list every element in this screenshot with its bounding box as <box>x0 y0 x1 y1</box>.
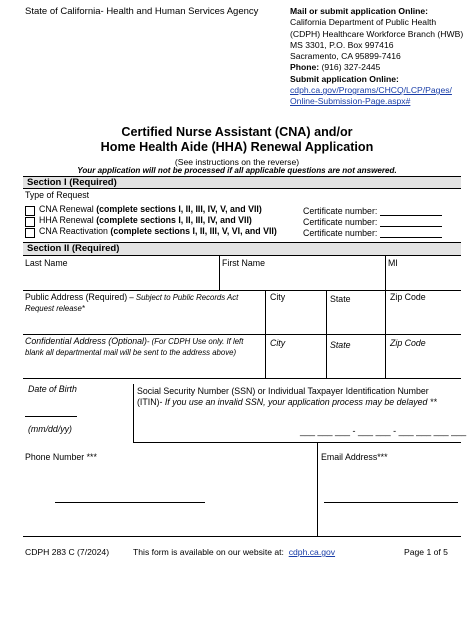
form-title-line1: Certified Nurse Assistant (CNA) and/or <box>121 125 353 139</box>
city-label: City <box>270 292 286 302</box>
ssn-label <box>137 386 459 408</box>
divider <box>23 378 461 379</box>
warning-note: Your application will not be processed if all applicable questions are not answered. <box>77 166 397 175</box>
type-of-request-label: Type of Request <box>25 190 90 200</box>
divider <box>23 334 461 335</box>
section1-heading: Section I (Required) <box>27 177 117 188</box>
mail-line: California Department of Public Health <box>290 17 437 28</box>
confidential-address-note: blank all departmental mail will be sent to the address above) <box>25 348 237 357</box>
divider <box>326 290 327 334</box>
mail-line: (CDPH) Healthcare Workforce Branch (HWB) <box>290 28 464 39</box>
cert-label-text: Certificate number: <box>303 217 378 227</box>
divider <box>385 290 386 334</box>
cna-renewal-checkbox[interactable] <box>25 206 35 216</box>
public-address-label <box>25 292 265 314</box>
option-name: HHA Renewal <box>39 215 97 225</box>
online-link[interactable]: cdph.ca.gov/Programs/CHCQ/LCP/Pages/ <box>290 85 452 96</box>
cna-reactivation-option <box>39 226 277 236</box>
dob-field[interactable] <box>25 406 77 417</box>
email-address-label: Email Address*** <box>321 452 388 462</box>
cna-renewal-option <box>39 204 262 214</box>
ssn-warning: If you use an invalid SSN, your application process may be delayed ** <box>164 397 437 407</box>
phone-value: (916) 327-2445 <box>319 62 381 73</box>
cert-label-text: Certificate number: <box>303 228 378 238</box>
certificate-number-field[interactable] <box>380 226 442 227</box>
confidential-address-text: Confidential Address (Optional) <box>25 336 147 346</box>
ssn-field[interactable]: ___ ___ ___ - ___ ___ - ___ ___ ___ ___ <box>300 426 467 436</box>
first-name-label: First Name <box>222 258 266 268</box>
divider <box>133 384 134 442</box>
divider <box>265 334 266 378</box>
dob-label: Date of Birth <box>28 384 77 394</box>
website-link[interactable]: cdph.ca.gov <box>288 547 336 557</box>
certificate-number-field[interactable] <box>380 237 442 238</box>
agency-name: State of California- Health and Human Services Agency <box>25 6 259 17</box>
form-title-line2: Home Health Aide (HHA) Renewal Application <box>100 140 374 154</box>
mail-line: MS 3301, P.O. Box 997416 <box>290 39 394 50</box>
divider <box>23 188 461 189</box>
divider <box>23 255 461 256</box>
option-detail: (complete sections I, II, III, IV, and VII) <box>96 215 252 225</box>
mi-label: MI <box>388 258 398 268</box>
last-name-label: Last Name <box>25 258 68 268</box>
option-detail: (complete sections I, II, III, V, VI, and VII) <box>110 226 277 236</box>
state-label: State <box>330 294 351 304</box>
website-note-text: This form is available on our website at: <box>133 547 284 557</box>
divider <box>265 290 266 334</box>
divider <box>133 442 461 443</box>
public-address-note: – Subject to Public Records Act <box>127 293 239 302</box>
dob-format: (mm/dd/yy) <box>28 424 72 434</box>
mail-info <box>290 6 470 108</box>
city-label: City <box>270 338 286 348</box>
phone-number-label: Phone Number *** <box>25 452 97 462</box>
hha-renewal-checkbox[interactable] <box>25 217 35 227</box>
state-label: State <box>330 340 351 350</box>
cert-label-text: Certificate number: <box>303 206 378 216</box>
phone-line <box>290 62 470 73</box>
confidential-address-note: - (For CDPH Use only. If left <box>146 337 244 346</box>
confidential-address-label <box>25 336 265 358</box>
zip-label: Zip Code <box>390 338 426 348</box>
phone-label: Phone: <box>290 62 320 73</box>
email-address-field[interactable] <box>324 492 458 503</box>
ssn-text: (ITIN)- <box>137 397 165 407</box>
divider <box>385 255 386 290</box>
zip-label: Zip Code <box>390 292 426 302</box>
certificate-number-label <box>303 217 442 227</box>
cna-reactivation-checkbox[interactable] <box>25 228 35 238</box>
online-heading: Submit application Online: <box>290 73 399 84</box>
divider <box>219 255 220 290</box>
certificate-number-label <box>303 228 442 238</box>
certificate-number-field[interactable] <box>380 215 442 216</box>
online-link[interactable]: Online-Submission-Page.aspx# <box>290 96 411 107</box>
phone-number-field[interactable] <box>55 492 205 503</box>
mail-line: Sacramento, CA 95899-7416 <box>290 51 401 62</box>
public-address-note: Request release* <box>25 304 85 313</box>
public-address-text: Public Address (Required) <box>25 292 128 302</box>
divider <box>385 334 386 378</box>
instructions-note: (See instructions on the reverse) <box>174 157 300 167</box>
form-id: CDPH 283 C (7/2024) <box>25 547 110 557</box>
website-note <box>133 547 335 557</box>
option-detail: (complete sections I, II, III, IV, V, and VII) <box>96 204 262 214</box>
option-name: CNA Reactivation <box>39 226 111 236</box>
section2-heading: Section II (Required) <box>27 243 120 254</box>
divider <box>317 442 318 536</box>
ssn-text: Social Security Number (SSN) or Individual Taxpayer Identification Number <box>137 386 429 396</box>
certificate-number-label <box>303 206 442 216</box>
hha-renewal-option <box>39 215 252 225</box>
divider <box>326 334 327 378</box>
divider <box>23 290 461 291</box>
mail-heading: Mail or submit application Online: <box>290 6 428 16</box>
divider <box>23 536 461 537</box>
page-number: Page 1 of 5 <box>404 547 448 557</box>
option-name: CNA Renewal <box>39 204 97 214</box>
